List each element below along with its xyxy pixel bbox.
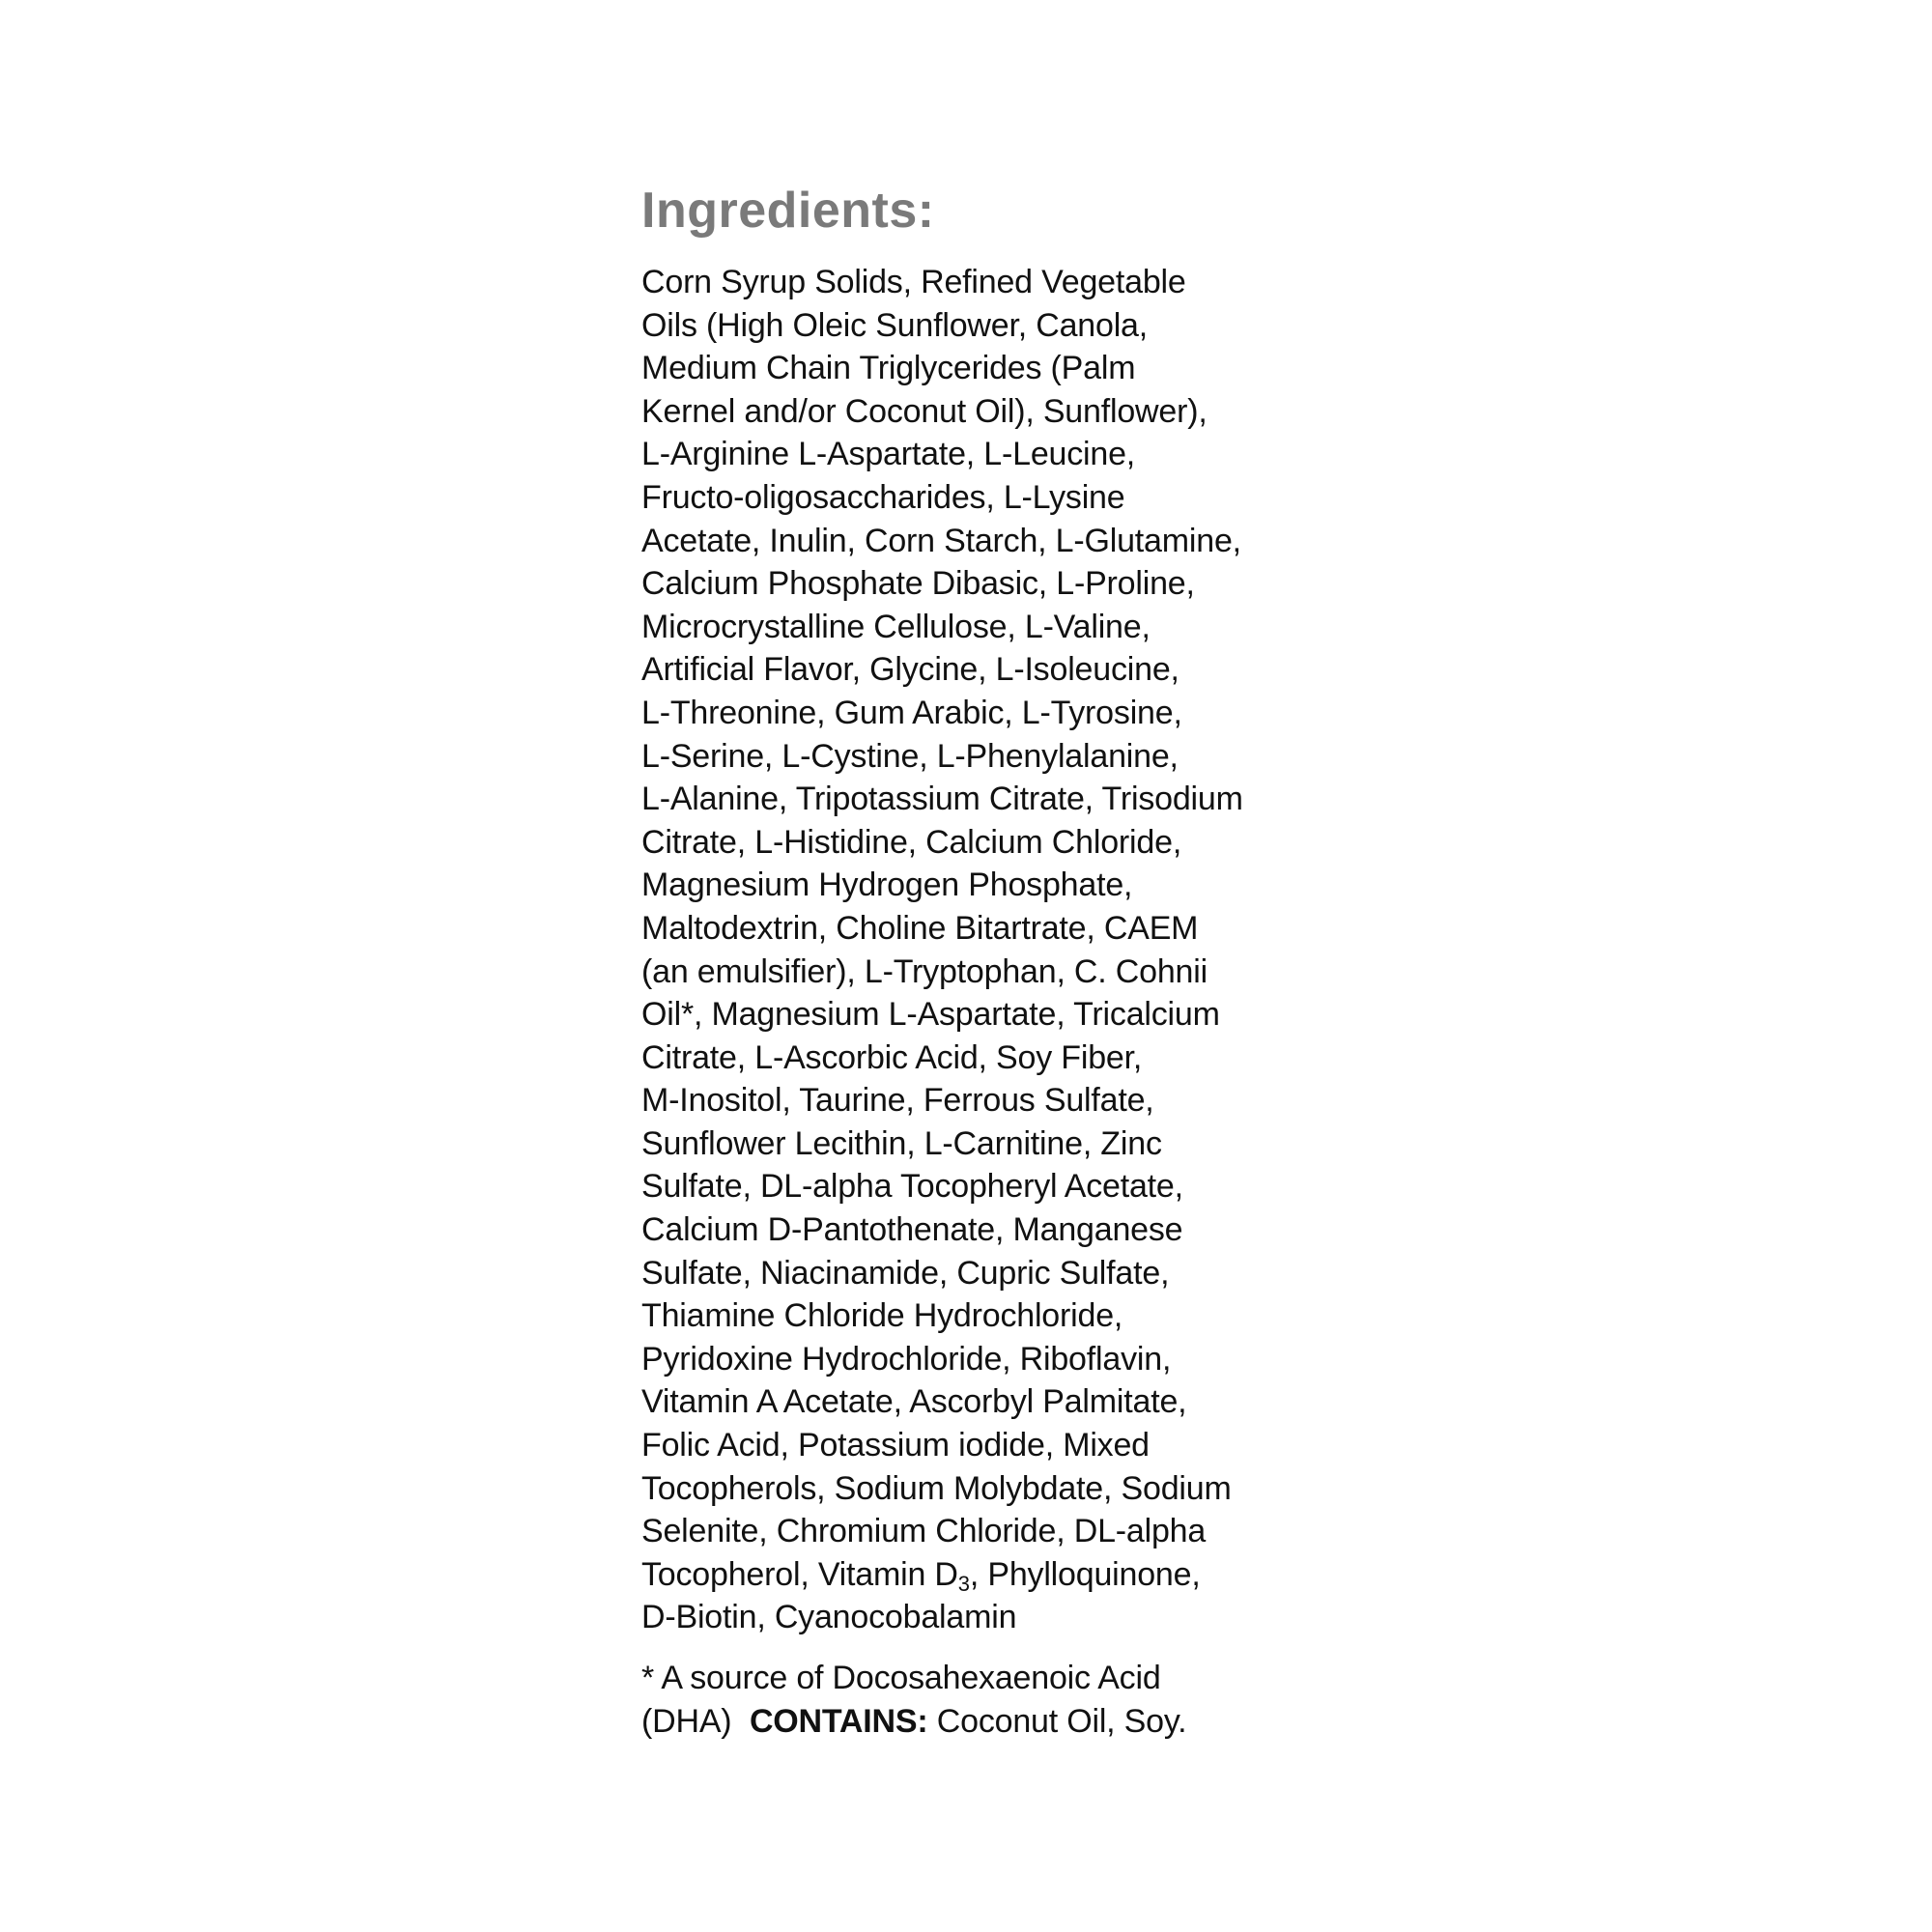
dha-label: (DHA)	[641, 1702, 732, 1740]
ingredient-line: Oil*, Magnesium L-Aspartate, Tricalcium	[641, 996, 1220, 1034]
dha-footnote: * A source of Docosahexaenoic Acid	[641, 1660, 1161, 1696]
ingredient-line: Citrate, L-Histidine, Calcium Chloride,	[641, 823, 1182, 861]
ingredient-line: L-Threonine, Gum Arabic, L-Tyrosine,	[641, 694, 1182, 731]
ingredient-line-last: D-Biotin, Cyanocobalamin	[641, 1599, 1017, 1636]
vitamin-d-after-text: , Phylloquinone,	[969, 1555, 1201, 1593]
ingredient-line: L-Serine, L-Cystine, L-Phenylalanine,	[641, 737, 1179, 775]
ingredient-line: Calcium Phosphate Dibasic, L-Proline,	[641, 565, 1195, 603]
contains-value: Coconut Oil, Soy.	[936, 1702, 1187, 1740]
vitamin-d-text: Tocopherol, Vitamin D	[641, 1555, 958, 1593]
footnote	[641, 1657, 1337, 1743]
ingredients-title: Ingredients:	[641, 183, 935, 239]
ingredient-line: Sulfate, Niacinamide, Cupric Sulfate,	[641, 1254, 1170, 1292]
ingredient-line: Artificial Flavor, Glycine, L-Isoleucine,	[641, 651, 1179, 689]
ingredient-line: Microcrystalline Cellulose, L-Valine,	[641, 608, 1151, 645]
ingredient-line: Folic Acid, Potassium iodide, Mixed	[641, 1427, 1150, 1464]
ingredient-line: Acetate, Inulin, Corn Starch, L-Glutamine,	[641, 522, 1241, 559]
ingredient-line: Maltodextrin, Choline Bitartrate, CAEM	[641, 909, 1199, 947]
ingredient-line: Fructo-oligosaccharides, L-Lysine	[641, 478, 1125, 516]
ingredient-line: Magnesium Hydrogen Phosphate,	[641, 867, 1133, 904]
ingredient-line: (an emulsifier), L-Tryptophan, C. Cohnii	[641, 952, 1208, 990]
ingredients-list	[641, 261, 1337, 1639]
ingredient-line: Selenite, Chromium Chloride, DL-alpha	[641, 1513, 1207, 1550]
contains-label: CONTAINS:	[749, 1702, 928, 1740]
ingredient-line: Sunflower Lecithin, L-Carnitine, Zinc	[641, 1124, 1162, 1162]
ingredient-line: Medium Chain Triglycerides (Palm	[641, 350, 1136, 387]
ingredient-line: Kernel and/or Coconut Oil), Sunflower),	[641, 392, 1208, 430]
ingredients-panel	[641, 180, 1337, 1743]
vitamin-d-subscript: 3	[957, 1571, 970, 1596]
ingredient-line: Oils (High Oleic Sunflower, Canola,	[641, 306, 1149, 344]
ingredient-line: Sulfate, DL-alpha Tocopheryl Acetate,	[641, 1168, 1183, 1206]
contains-line	[641, 1700, 1337, 1744]
ingredient-line: L-Arginine L-Aspartate, L-Leucine,	[641, 436, 1136, 473]
ingredient-line: L-Alanine, Tripotassium Citrate, Trisodium	[641, 781, 1243, 818]
ingredient-line: Thiamine Chloride Hydrochloride,	[641, 1297, 1123, 1335]
ingredient-line: Pyridoxine Hydrochloride, Riboflavin,	[641, 1340, 1172, 1378]
vitamin-d-line	[641, 1553, 1337, 1597]
ingredient-line: Vitamin A Acetate, Ascorbyl Palmitate,	[641, 1383, 1187, 1421]
ingredient-line: Calcium D-Pantothenate, Manganese	[641, 1211, 1183, 1249]
ingredient-line: M-Inositol, Taurine, Ferrous Sulfate,	[641, 1082, 1154, 1120]
ingredient-line: Citrate, L-Ascorbic Acid, Soy Fiber,	[641, 1038, 1143, 1076]
ingredient-line: Tocopherols, Sodium Molybdate, Sodium	[641, 1469, 1232, 1507]
ingredient-line: Corn Syrup Solids, Refined Vegetable	[641, 264, 1186, 300]
